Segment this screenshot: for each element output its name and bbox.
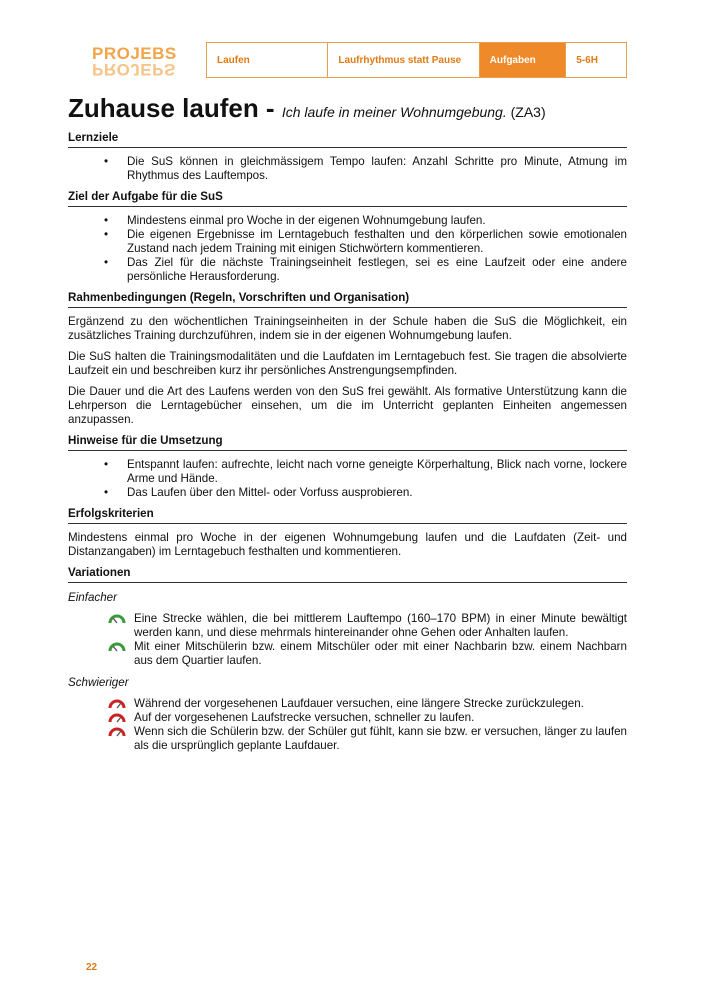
variation-label-easier: Einfacher bbox=[68, 591, 117, 604]
page-number: 22 bbox=[86, 962, 98, 973]
harder-list bbox=[68, 697, 627, 753]
paragraph: Die Dauer und die Art des Laufens werden von den SuS frei gewählt. Als formative Unterstützung kann die Lehrperson die Lerntagebücher einsehen, um die im Unterricht geplanten Einheiten angemessen anzupassen. bbox=[68, 385, 627, 426]
section-heading-ziel: Ziel der Aufgabe für die SuS bbox=[68, 190, 627, 207]
header-topic: Laufrhythmus statt Pause bbox=[328, 43, 479, 77]
title-code: (ZA3) bbox=[506, 104, 546, 120]
lernziele-list bbox=[68, 155, 627, 183]
gauge-low-icon bbox=[108, 613, 126, 625]
gauge-high-icon bbox=[108, 712, 126, 724]
header-bar bbox=[206, 42, 627, 78]
header-level: 5-6H bbox=[576, 54, 598, 66]
header-section-active: Aufgaben bbox=[480, 43, 567, 77]
list-item: Während der vorgesehenen Laufdauer versuchen, eine längere Strecke zurückzulegen. bbox=[68, 697, 627, 711]
gauge-high-icon bbox=[108, 698, 126, 710]
title-subtitle: Ich laufe in meiner Wohnumgebung. bbox=[281, 104, 507, 120]
list-item: • Das Ziel für die nächste Trainingseinheit festlegen, sei es eine Laufzeit oder eine andere persönliche Herausforderung. bbox=[68, 256, 627, 284]
section-heading-rahmen: Rahmenbedingungen (Regeln, Vorschriften und Organisation) bbox=[68, 291, 627, 308]
logo bbox=[92, 45, 192, 79]
list-item: • Die eigenen Ergebnisse im Lerntagebuch festhalten und den körperlichen sowie emotionalen Zustand nach jedem Training mit einigen Stichwörtern kommentieren. bbox=[68, 228, 627, 256]
list-item: • Die SuS können in gleichmässigem Tempo laufen: Anzahl Schritte pro Minute, Atmung im Rhythmus des Lauftempos. bbox=[68, 155, 627, 183]
header-subject: Laufen bbox=[207, 43, 328, 77]
paragraph: Die SuS halten die Trainingsmodalitäten und die Laufdaten im Lerntagebuch fest. Sie tragen die absolvierte Laufzeit ein und beschreiben kurz ihr persönliches Anstrengungsempfinden. bbox=[68, 350, 627, 377]
list-item: • Entspannt laufen: aufrechte, leicht nach vorne geneigte Körperhaltung, Blick nach vorne, lockere Arme und Hände. bbox=[68, 458, 627, 486]
list-item: Eine Strecke wählen, die bei mittlerem Lauftempo (160–170 BPM) in einer Minute bewältigt werden kann, und diese mehrmals hintereinander ohne Gehen oder Anhalten laufen. bbox=[68, 612, 627, 640]
section-heading-variationen: Variationen bbox=[68, 566, 627, 583]
list-item: Auf der vorgesehenen Laufstrecke versuchen, schneller zu laufen. bbox=[68, 711, 627, 725]
gauge-high-icon bbox=[108, 726, 126, 738]
easier-list bbox=[68, 612, 627, 668]
section-heading-erfolg: Erfolgskriterien bbox=[68, 507, 627, 524]
title-main: Zuhause laufen - bbox=[68, 93, 282, 123]
ziel-list bbox=[68, 214, 627, 284]
paragraph: Mindestens einmal pro Woche in der eigenen Wohnumgebung laufen und die Laufdaten (Zeit- und Distanzangaben) im Lerntagebuch festhalten und kommentieren. bbox=[68, 531, 627, 558]
list-item: • Das Laufen über den Mittel- oder Vorfuss ausprobieren. bbox=[68, 486, 627, 500]
page-title bbox=[68, 93, 546, 124]
section-heading-lernziele: Lernziele bbox=[68, 131, 627, 148]
list-item: Wenn sich die Schülerin bzw. der Schüler gut fühlt, kann sie bzw. er versuchen, länger zu laufen als die ursprünglich geplante Laufdauer. bbox=[68, 725, 627, 753]
main-content bbox=[68, 131, 627, 753]
list-item: • Mindestens einmal pro Woche in der eigenen Wohnumgebung laufen. bbox=[68, 214, 627, 228]
variation-label-harder: Schwieriger bbox=[68, 676, 129, 689]
paragraph: Ergänzend zu den wöchentlichen Trainingseinheiten in der Schule haben die SuS die Möglichkeit, ein zusätzliches Training durchzuführen, indem sie in der eigenen Wohnumgebung laufen. bbox=[68, 315, 627, 342]
gauge-low-icon bbox=[108, 641, 126, 653]
hinweise-list bbox=[68, 458, 627, 500]
logo-text-mirrored: PROJEPS bbox=[92, 60, 176, 79]
list-item: Mit einer Mitschülerin bzw. einem Mitschüler oder mit einer Nachbarin bzw. einem Nachbarn aus dem Quartier laufen. bbox=[68, 640, 627, 668]
section-heading-hinweise: Hinweise für die Umsetzung bbox=[68, 434, 627, 451]
logo-text: PROJEBS bbox=[92, 44, 177, 63]
